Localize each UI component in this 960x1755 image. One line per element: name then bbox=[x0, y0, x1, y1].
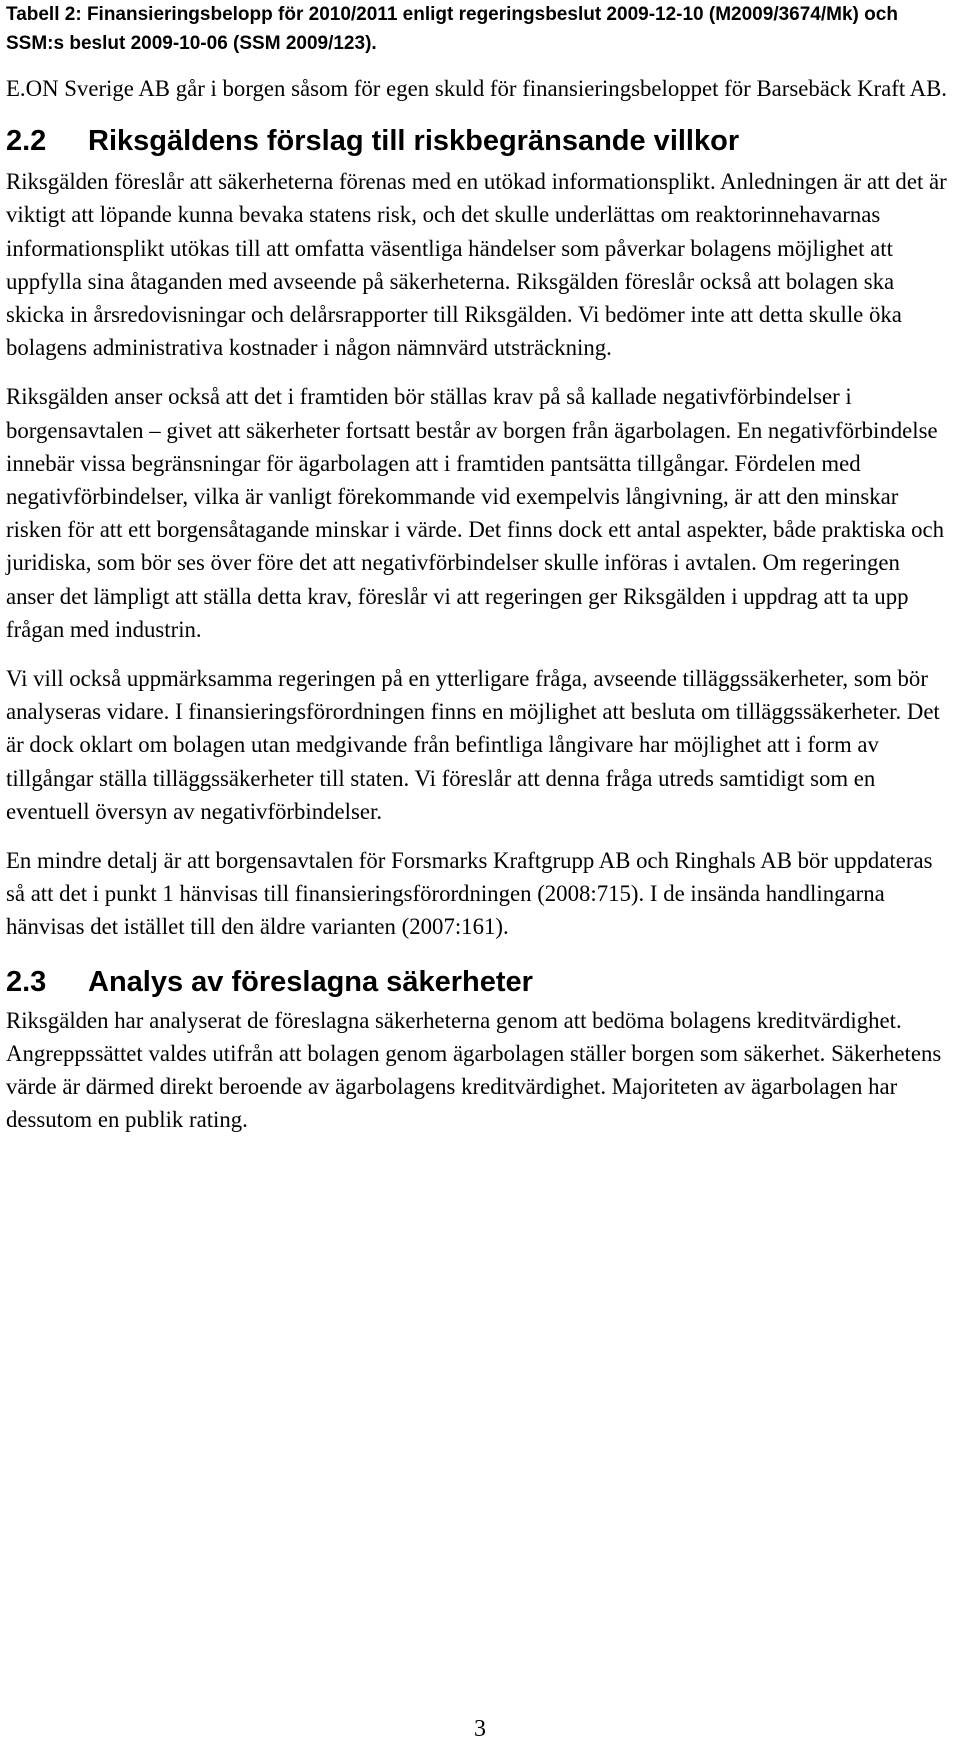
spacer bbox=[6, 105, 950, 121]
paragraph-guarantee: E.ON Sverige AB går i borgen såsom för egen skuld för finansieringsbeloppet för Barsebäck Kraft AB. bbox=[6, 76, 947, 101]
section-heading-2-3 bbox=[6, 962, 950, 1002]
spacer bbox=[6, 944, 950, 962]
section-title: Riksgäldens förslag till riskbegränsande villkor bbox=[88, 125, 740, 158]
spacer bbox=[6, 828, 950, 844]
section-number: 2.3 bbox=[6, 965, 47, 998]
spacer bbox=[6, 364, 950, 380]
document-page bbox=[6, 0, 950, 1136]
section-heading-2-2 bbox=[6, 121, 950, 161]
paragraph: En mindre detalj är att borgensavtalen för Forsmarks Kraftgrupp AB och Ringhals AB bör uppdateras så att det i punkt 1 hänvisas till finansieringsförordningen (2008:715). I de insända handlingarna hänvisas det istället till den äldre varianten (2007:161). bbox=[6, 848, 933, 940]
page-number: 3 bbox=[474, 1716, 486, 1742]
section-number: 2.2 bbox=[6, 125, 47, 158]
table-caption: Tabell 2: Finansieringsbelopp för 2010/2011 enligt regeringsbeslut 2009-12-10 (M2009/3674/Mk) och SSM:s beslut 2009-10-06 (SSM 2009/123). bbox=[6, 4, 898, 54]
spacer bbox=[6, 58, 950, 72]
section-title: Analys av föreslagna säkerheter bbox=[88, 965, 533, 998]
spacer bbox=[6, 646, 950, 662]
paragraph: Riksgälden föreslår att säkerheterna förenas med en utökad informationsplikt. Anledningen är att det är viktigt att löpande kunna bevaka statens risk, och det skulle underlättas om reaktorinnehavarnas informationsplikt utökas till att omfatta väsentliga händelser som påverkar bolagens möjlighet att uppfylla sina åtaganden med avseende på säkerheterna. Riksgälden föreslår också att bolagen ska skicka in årsredovisningar och delårsrapporter till Riksgälden. Vi bedömer inte att detta skulle öka bolagens administrativa kostnader i någon nämnvärd utsträckning. bbox=[6, 169, 947, 361]
paragraph: Vi vill också uppmärksamma regeringen på en ytterligare fråga, avseende tilläggssäkerheter, som bör analyseras vidare. I finansieringsförordningen finns en möjlighet att besluta om tilläggssäkerheter. Det är dock oklart om bolagen utan medgivande från befintliga långivare har möjlighet att i form av tillgångar ställa tilläggssäkerheter till staten. Vi föreslår att denna fråga utreds samtidigt som en eventuell översyn av negativförbindelser. bbox=[6, 666, 940, 824]
paragraph: Riksgälden anser också att det i framtiden bör ställas krav på så kallade negativförbindelser i borgensavtalen – givet att säkerheter fortsatt består av borgen från ägarbolagen. En negativförbindelse innebär vissa begränsningar för ägarbolagen att i framtiden pantsätta tillgångar. Fördelen med negativförbindelser, vilka är vanligt förekommande vid exempelvis långivning, är att den minskar risken för att ett borgensåtagande minskar i värde. Det finns dock ett antal aspekter, både praktiska och juridiska, som bör ses över före det att negativförbindelser skulle införas i avtalen. Om regeringen anser det lämpligt att ställa detta krav, föreslår vi att regeringen ger Riksgälden i uppdrag att ta upp frågan med industrin. bbox=[6, 384, 945, 642]
paragraph: Riksgälden har analyserat de föreslagna säkerheterna genom att bedöma bolagens kreditvärdighet. Angreppssättet valdes utifrån att bolagen genom ägarbolagen ställer borgen som säkerhet. Säkerhetens värde är därmed direkt beroende av ägarbolagens kreditvärdighet. Majoriteten av ägarbolagen har dessutom en publik rating. bbox=[6, 1007, 942, 1133]
